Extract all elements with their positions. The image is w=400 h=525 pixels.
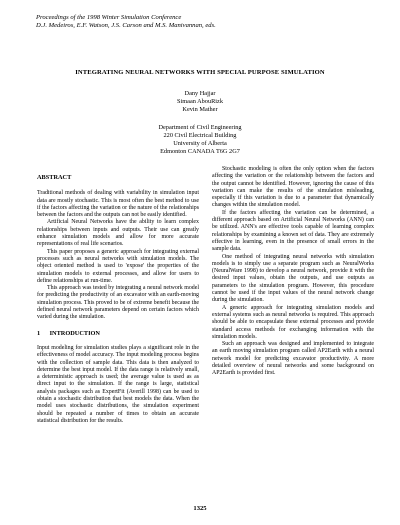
page-number: 1325 <box>193 505 207 512</box>
author-name: Dany Hajjar <box>184 90 216 97</box>
paper-title: INTEGRATING NEURAL NETWORKS WITH SPECIAL PURPOSE SIMULATION <box>75 69 325 76</box>
body-paragraph: If the factors affecting the variation can be determined, a different approach based on Artificial Neural Networks (ANN) can be utilized. ANN's are effective tools capable of learning complex relationships by examining a known set of data. They are extremely effective in learning, even in the presence of small errors in the sample data. <box>212 209 374 253</box>
affiliation-line: University of Alberta <box>173 139 227 147</box>
author-name: Simaan AbouRizk <box>177 97 223 105</box>
abstract-heading: ABSTRACT <box>37 174 72 181</box>
abstract-paragraph: Artificial Neural Networks have the ability to learn complex relationships between inputs and outputs. Their use can greatly enhance simulation models and allow for more accurate representations of real life scenarios. <box>37 219 199 248</box>
abstract-paragraph: Traditional methods of dealing with variability in simulation input data are mostly stochastic. This is most often the best method to use if the factors affecting the variation or the nature of the relationships between the factors and the outputs can not be easily identified. <box>37 190 199 219</box>
introduction-paragraph: Input modeling for simulation studies plays a significant role in the effectiveness of model accuracy. The input modeling process begins with the collection of sample data. This data is then analyzed to determine the best input model. If the data range is relatively small, a deterministic approach is used; the average value is used as as direct input to the simulation. If the range is large, statistical analysis packages such as ExpertFit (Averill 1998) can be used to obtain a stochastic distribution that best models the data. When the model uses stochastic distributions, the simulation experiment should be repeated a number of times to obtain an accurate statistical distribution for the results. <box>37 344 199 424</box>
affiliation-line: Edmonton CANADA T6G 2G7 <box>160 147 240 155</box>
proceedings-line-2: D.J. Medeiros, E.F. Watson, J.S. Carson and M.S. Manivannan, eds. <box>36 22 216 30</box>
proceedings-header <box>36 14 216 31</box>
proceedings-line-1: Proceedings of the 1998 Winter Simulation Conference <box>36 14 182 21</box>
affiliation-line: 220 Civil Electrical Building <box>163 131 237 139</box>
abstract-paragraph: This paper proposes a generic approach for integrating external processes such as neural networks with simulation models. The object oriented method is used to 'expose' the properties of the simulation models to external processes, and allow for users to define relationships at run-time. <box>37 248 199 284</box>
body-paragraph: Stochastic modeling is often the only option when the factors affecting the variation or the relationship between the factors and the output cannot be identified. However, ignoring the cause of this variation can make the results of the simulation misleading, especially if this variation is due to a parameter that dynamically changes within the simulation model. <box>212 166 374 209</box>
right-column <box>212 166 374 378</box>
author-name: Kevin Mather <box>182 105 218 113</box>
introduction-heading: 1 INTRODUCTION <box>37 329 100 337</box>
body-paragraph: One method of integrating neural networks with simulation models is to simply use a separate program such as NeuralWorks (NeuralWare 1998) to develop a neural network, provide it with the desired input values, obtain the outputs, and use outputs as parameters to the simulation program. However, this procedure cannot be used if the input values of the neural network change during the simulation. <box>212 253 374 304</box>
left-column <box>37 169 199 425</box>
author-list <box>0 90 400 114</box>
affiliation-line: Department of Civil Engineering <box>158 124 242 131</box>
abstract-paragraph: This approach was tested by integrating a neural network model for predicting the productivity of an excavator with an earth-moving simulation process. This proved to be of extreme benefit because the defined neural network parameters depend on certain factors which varied during the simulation. <box>37 285 199 321</box>
affiliation <box>0 124 400 156</box>
body-paragraph: A generic approach for integrating simulation models and external systems such as neural networks is required. This approach should be able to encapsulate these external processes and provide standard access methods for exchanging information with the simulation models. <box>212 304 374 340</box>
body-paragraph: Such an approach was designed and implemented to integrate an earth moving simulation program called AP2Earth with a neural network model for predicting excavator productivity. A more detailed overview of neural networks and some background on AP2Earth is provided first. <box>212 341 374 377</box>
